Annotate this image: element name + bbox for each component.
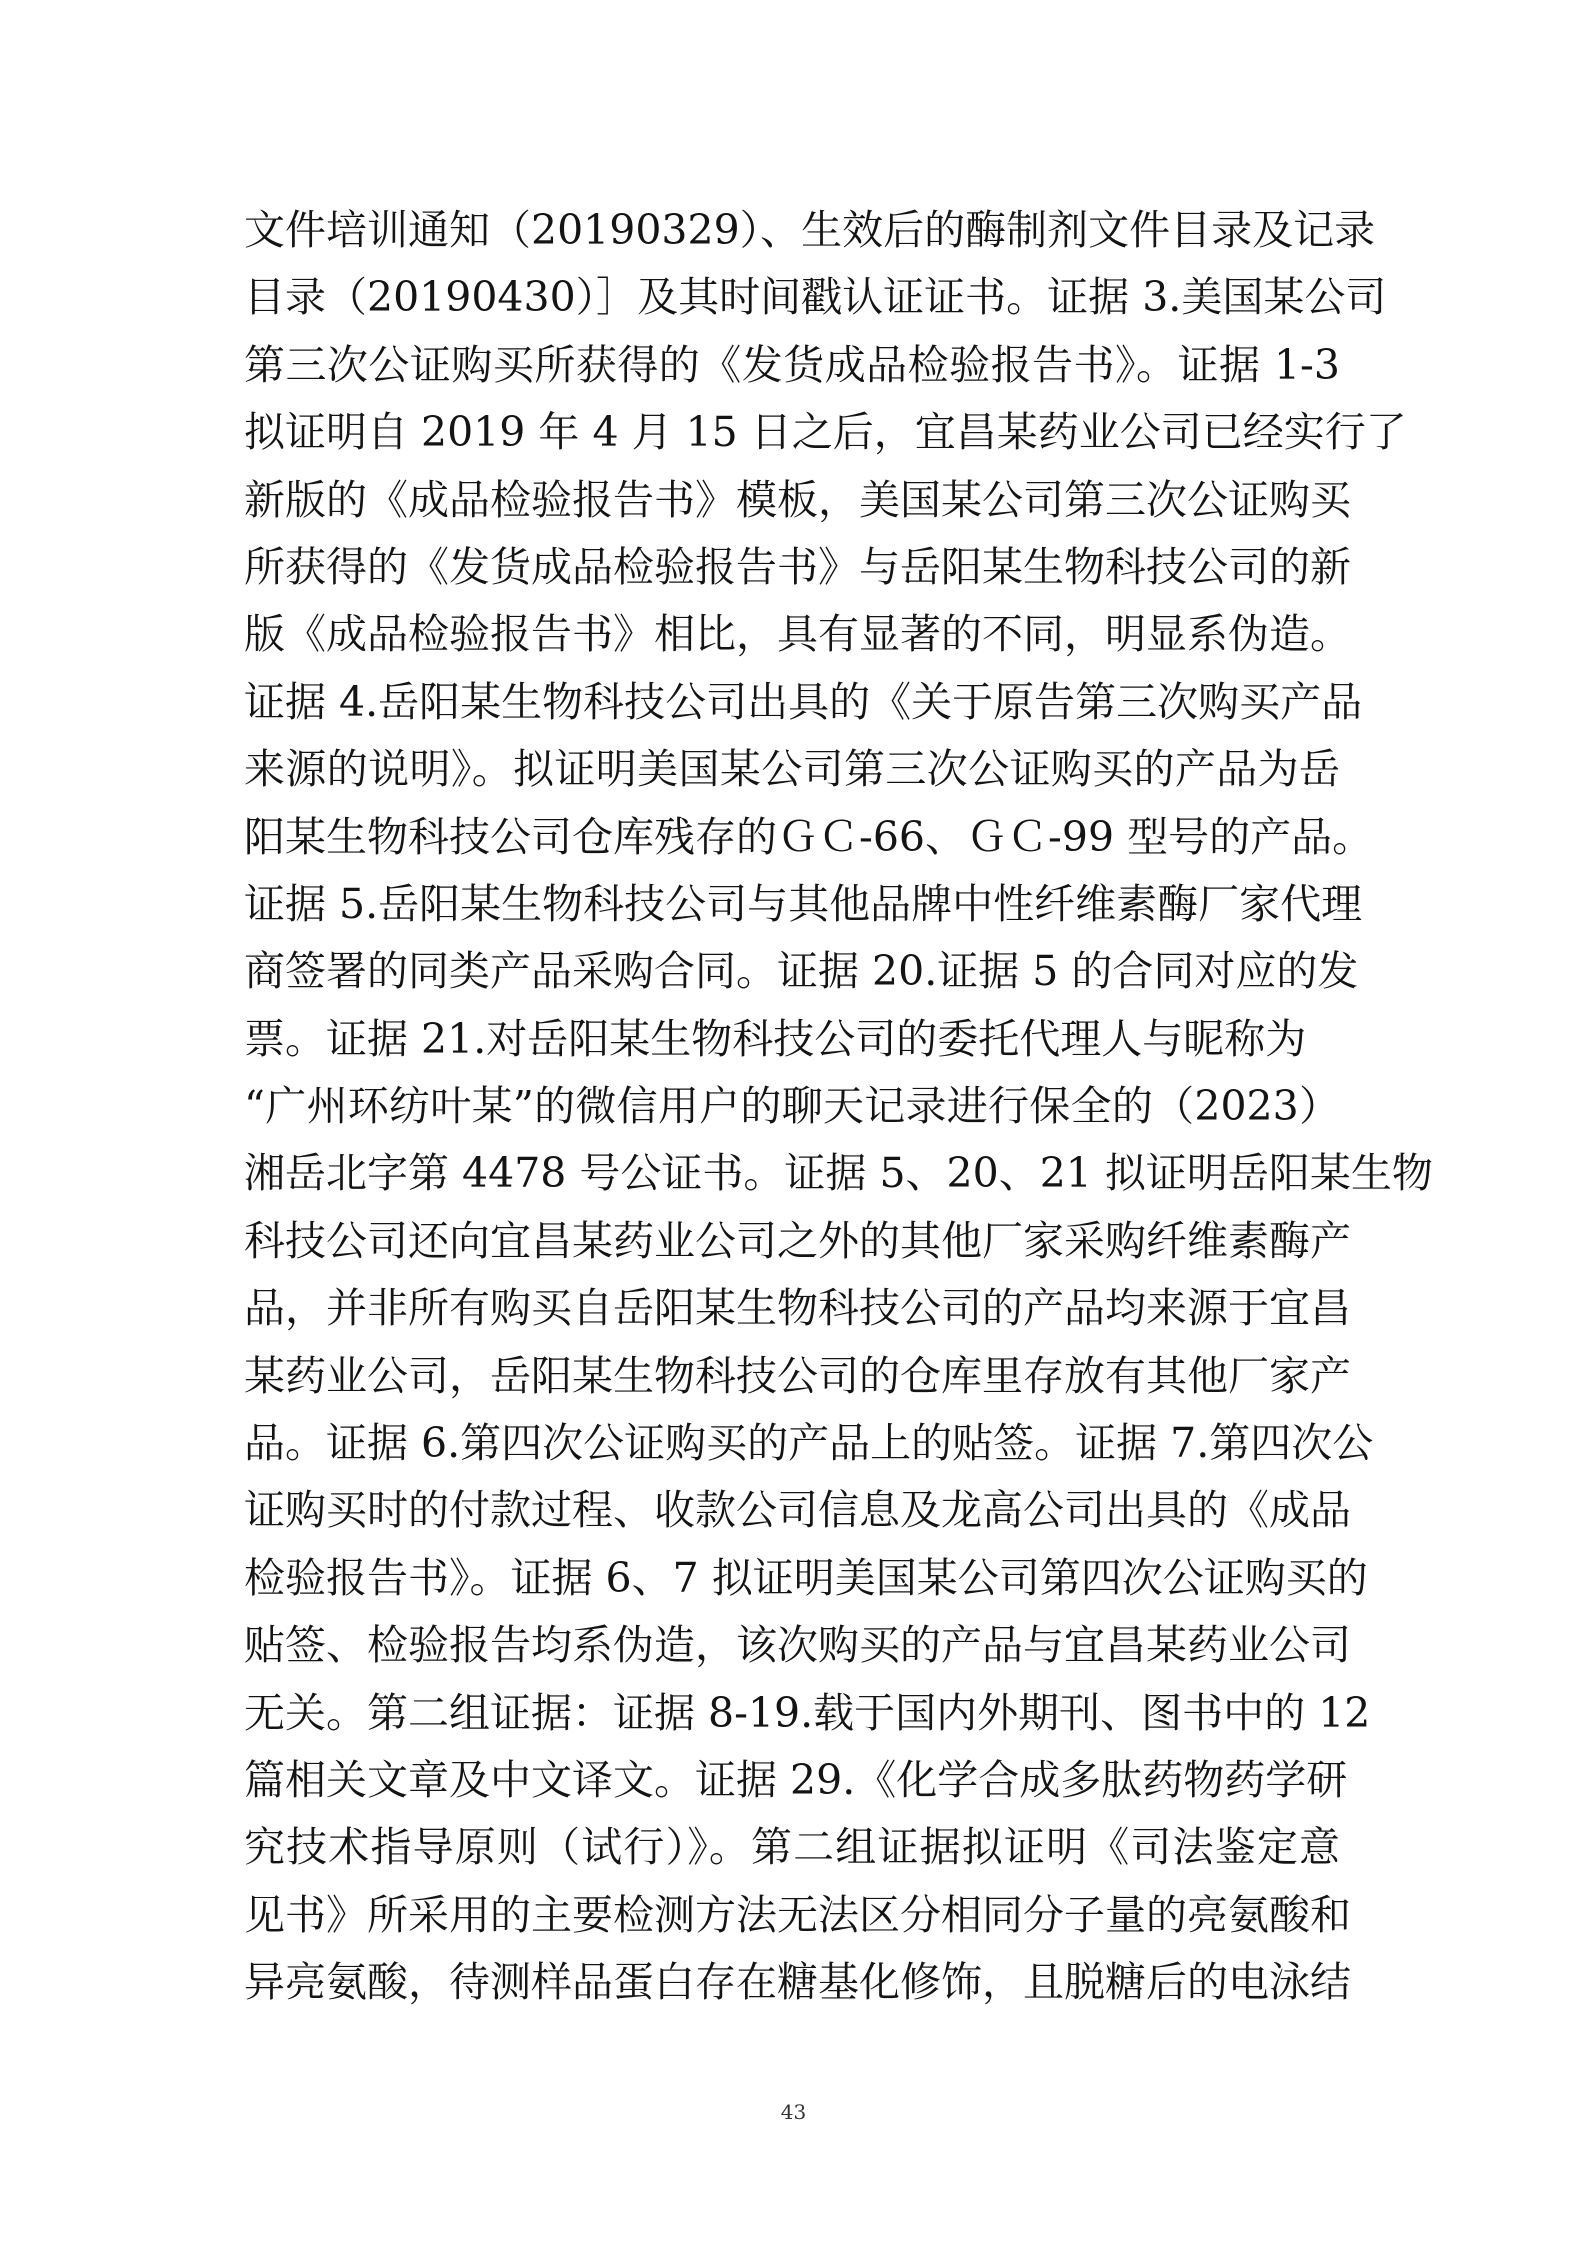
page-number: 43 [780,2100,807,2124]
body-paragraph [244,197,1433,2017]
text-line: 第三次公证购买所获得的《发货成品检验报告书》。证据 1-3 [244,340,1340,389]
text-line: 来源的说明》。拟证明美国某公司第三次公证购买的产品为岳 [244,745,1340,794]
text-line: 所获得的《发货成品检验报告书》与岳阳某生物科技公司的新 [244,542,1351,591]
text-line: 品。证据 6.第四次公证购买的产品上的贴签。证据 7.第四次公 [244,1419,1374,1468]
text-line: 篇相关文章及中文译文。证据 29.《化学合成多肽药物药学研 [244,1755,1348,1804]
text-line: 版《成品检验报告书》相比，具有显著的不同，明显系伪造。 [244,610,1351,659]
text-line: “广州环纺叶某”的微信用户的聊天记录进行保全的（2023） [244,1082,1340,1131]
text-line: 证购买时的付款过程、收款公司信息及龙高公司出具的《成品 [244,1486,1351,1535]
text-line: 湘岳北字第 4478 号公证书。证据 5、20、21 拟证明岳阳某生物 [244,1149,1433,1198]
text-line: 异亮氨酸，待测样品蛋白存在糖基化修饰，且脱糖后的电泳结 [244,1958,1351,2007]
text-line: 证据 5.岳阳某生物科技公司与其他品牌中性纤维素酶厂家代理 [244,879,1363,928]
text-line: 目录（20190430）］及其时间戳认证证书。证据 3.美国某公司 [244,273,1387,322]
text-line: 新版的《成品检验报告书》模板，美国某公司第三次公证购买 [244,475,1351,524]
text-line: 检验报告书》。证据 6、7 拟证明美国某公司第四次公证购买的 [244,1553,1368,1602]
text-line: 见书》所采用的主要检测方法无法区分相同分子量的亮氨酸和 [244,1890,1351,1939]
text-line: 科技公司还向宜昌某药业公司之外的其他厂家采购纤维素酶产 [244,1216,1351,1265]
text-line: 商签署的同类产品采购合同。证据 20.证据 5 的合同对应的发 [244,947,1359,996]
text-line: 阳某生物科技公司仓库残存的ＧＣ-66、ＧＣ-99 型号的产品。 [244,812,1374,861]
text-line: 证据 4.岳阳某生物科技公司出具的《关于原告第三次购买产品 [244,677,1363,726]
text-line: 究技术指导原则（试行）》。第二组证据拟证明《司法鉴定意 [244,1823,1340,1872]
text-line: 票。证据 21.对岳阳某生物科技公司的委托代理人与昵称为 [244,1014,1307,1063]
text-line: 文件培训通知（20190329）、生效后的酶制剂文件目录及记录 [244,206,1376,254]
text-line: 某药业公司，岳阳某生物科技公司的仓库里存放有其他厂家产 [244,1351,1351,1400]
text-line: 贴签、检验报告均系伪造，该次购买的产品与宜昌某药业公司 [244,1621,1351,1670]
text-line: 拟证明自 2019 年 4 月 15 日之后，宜昌某药业公司已经实行了 [244,408,1407,457]
text-line: 无关。第二组证据：证据 8-19.载于国内外期刊、图书中的 12 [244,1688,1371,1737]
text-line: 品，并非所有购买自岳阳某生物科技公司的产品均来源于宜昌 [244,1284,1351,1333]
